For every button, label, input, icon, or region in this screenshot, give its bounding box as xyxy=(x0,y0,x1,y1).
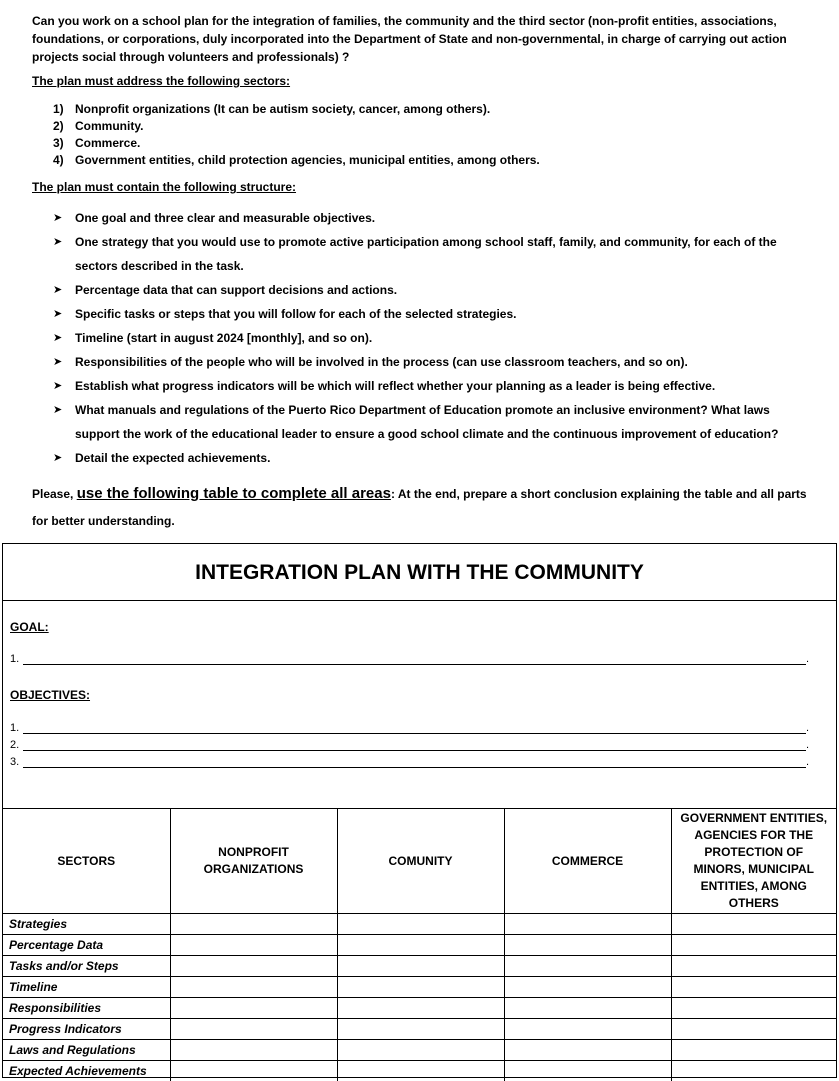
sectors-table xyxy=(3,809,836,1081)
row-label: Timeline xyxy=(3,977,170,998)
table-cell[interactable] xyxy=(504,956,671,977)
table-cell[interactable] xyxy=(504,998,671,1019)
goal-objectives-section xyxy=(3,601,836,809)
list-item: ➤ Detail the expected achievements. xyxy=(53,446,813,470)
table-cell[interactable] xyxy=(337,1019,504,1040)
table-cell[interactable] xyxy=(504,1061,671,1081)
column-header: COMMERCE xyxy=(504,809,671,914)
arrow-bullet-icon: ➤ xyxy=(53,374,75,398)
arrow-bullet-icon: ➤ xyxy=(53,326,75,350)
goal-label: GOAL: xyxy=(10,620,49,634)
table-row xyxy=(3,998,836,1019)
table-cell[interactable] xyxy=(671,1061,836,1081)
table-cell[interactable] xyxy=(337,977,504,998)
list-item: ➤ One strategy that you would use to promote active participation among school staff, family, and community, for each of the sectors described in the task. xyxy=(53,230,813,278)
table-cell[interactable] xyxy=(337,956,504,977)
integration-plan-form xyxy=(2,543,837,1078)
sectors-heading: The plan must address the following sectors: xyxy=(32,74,290,88)
table-cell[interactable] xyxy=(504,1019,671,1040)
arrow-bullet-icon: ➤ xyxy=(53,278,75,302)
table-cell[interactable] xyxy=(170,1019,337,1040)
table-cell[interactable] xyxy=(504,914,671,935)
table-row xyxy=(3,1040,836,1061)
arrow-bullet-icon: ➤ xyxy=(53,398,75,446)
intro-question xyxy=(32,12,812,66)
list-item: 4) Government entities, child protection agencies, municipal entities, among others. xyxy=(53,152,540,169)
table-cell[interactable] xyxy=(671,935,836,956)
row-label: Tasks and/or Steps xyxy=(3,956,170,977)
table-cell[interactable] xyxy=(170,1061,337,1081)
table-header-row xyxy=(3,809,836,914)
list-item: ➤ Percentage data that can support decisions and actions. xyxy=(53,278,813,302)
objective-line[interactable]: 1. . xyxy=(10,722,810,734)
table-cell[interactable] xyxy=(337,914,504,935)
objective-line[interactable]: 3. . xyxy=(10,756,810,768)
list-item: ➤ One goal and three clear and measurable objectives. xyxy=(53,206,813,230)
table-cell[interactable] xyxy=(671,998,836,1019)
list-item: ➤ Responsibilities of the people who will be involved in the process (can use classroom teachers, and so on). xyxy=(53,350,813,374)
table-cell[interactable] xyxy=(337,935,504,956)
goal-line[interactable]: 1. . xyxy=(10,653,810,665)
table-cell[interactable] xyxy=(504,1040,671,1061)
sectors-list xyxy=(53,101,540,169)
list-item: ➤ Specific tasks or steps that you will follow for each of the selected strategies. xyxy=(53,302,813,326)
plan-title: INTEGRATION PLAN WITH THE COMMUNITY xyxy=(3,544,836,601)
arrow-bullet-icon: ➤ xyxy=(53,206,75,230)
intro-text: Can you work on a school plan for the integration of families, the community and the third sector (non-profit entities, associations, foundations, or corporations, duly incorporated into the Department of State and non-governmental, in charge of carrying out action projects social through volunteers and professionals) ? xyxy=(32,12,812,66)
column-header: SECTORS xyxy=(3,809,170,914)
table-cell[interactable] xyxy=(337,998,504,1019)
table-row xyxy=(3,977,836,998)
table-cell[interactable] xyxy=(170,956,337,977)
table-cell[interactable] xyxy=(170,935,337,956)
closing-instruction: Please, use the following table to complete all areas: At the end, prepare a short conclusion explaining the table and all parts for better understanding. xyxy=(32,480,822,535)
table-cell[interactable] xyxy=(170,998,337,1019)
arrow-bullet-icon: ➤ xyxy=(53,230,75,278)
list-item: ➤ What manuals and regulations of the Puerto Rico Department of Education promote an inclusive environment? What laws support the work of the educational leader to ensure a good school climate and the continuous improvement of education? xyxy=(53,398,813,446)
table-cell[interactable] xyxy=(337,1040,504,1061)
structure-list xyxy=(53,206,813,470)
table-cell[interactable] xyxy=(504,977,671,998)
column-header: COMUNITY xyxy=(337,809,504,914)
list-item: ➤ Timeline (start in august 2024 [monthly], and so on). xyxy=(53,326,813,350)
table-cell[interactable] xyxy=(170,977,337,998)
structure-heading: The plan must contain the following structure: xyxy=(32,180,296,194)
closing-emphasis: use the following table to complete all areas xyxy=(77,485,391,502)
table-cell[interactable] xyxy=(671,914,836,935)
row-label: Strategies xyxy=(3,914,170,935)
arrow-bullet-icon: ➤ xyxy=(53,350,75,374)
column-header: GOVERNMENT ENTITIES, AGENCIES FOR THE PROTECTION OF MINORS, MUNICIPAL ENTITIES, AMONG OTHERS xyxy=(671,809,836,914)
table-cell[interactable] xyxy=(170,914,337,935)
list-item: ➤ Establish what progress indicators will be which will reflect whether your planning as a leader is being effective. xyxy=(53,374,813,398)
table-cell[interactable] xyxy=(504,935,671,956)
row-label: Responsibilities xyxy=(3,998,170,1019)
row-label: Laws and Regulations xyxy=(3,1040,170,1061)
table-row xyxy=(3,935,836,956)
row-label: Expected Achievements xyxy=(3,1061,170,1081)
row-label: Progress Indicators xyxy=(3,1019,170,1040)
table-cell[interactable] xyxy=(671,1019,836,1040)
table-cell[interactable] xyxy=(170,1040,337,1061)
table-cell[interactable] xyxy=(671,1040,836,1061)
table-cell[interactable] xyxy=(671,977,836,998)
table-row xyxy=(3,956,836,977)
column-header: NONPROFIT ORGANIZATIONS xyxy=(170,809,337,914)
list-item: 1) Nonprofit organizations (It can be autism society, cancer, among others). xyxy=(53,101,540,118)
list-item: 3) Commerce. xyxy=(53,135,540,152)
table-cell[interactable] xyxy=(671,956,836,977)
arrow-bullet-icon: ➤ xyxy=(53,302,75,326)
table-cell[interactable] xyxy=(337,1061,504,1081)
table-row xyxy=(3,914,836,935)
table-row xyxy=(3,1061,836,1081)
list-item: 2) Community. xyxy=(53,118,540,135)
arrow-bullet-icon: ➤ xyxy=(53,446,75,470)
objective-line[interactable]: 2. . xyxy=(10,739,810,751)
row-label: Percentage Data xyxy=(3,935,170,956)
table-row xyxy=(3,1019,836,1040)
objectives-label: OBJECTIVES: xyxy=(10,688,90,702)
